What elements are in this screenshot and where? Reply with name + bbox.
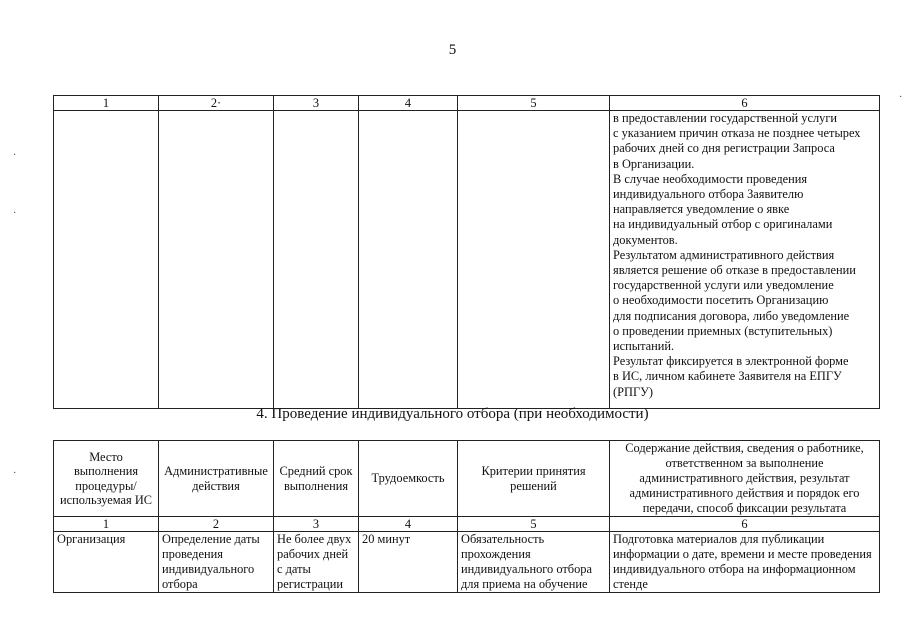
- empty-cell: [159, 111, 274, 409]
- column-number: 6: [610, 96, 880, 111]
- column-number: 6: [610, 517, 880, 532]
- header-labor: Трудоемкость: [359, 441, 458, 517]
- column-number: 2·: [159, 96, 274, 111]
- empty-cell: [458, 111, 610, 409]
- empty-cell: [54, 111, 159, 409]
- scan-mark: ·: [13, 468, 17, 479]
- cell-duration: Не более двух рабочих дней с даты регистрации: [274, 532, 359, 593]
- column-number: 1: [54, 96, 159, 111]
- scan-mark: ·: [899, 92, 903, 103]
- cell-action: Определение даты проведения индивидуального отбора: [159, 532, 274, 593]
- column-number: 3: [274, 517, 359, 532]
- column-number: 3: [274, 96, 359, 111]
- cell-labor: 20 минут: [359, 532, 458, 593]
- column-number: 5: [458, 517, 610, 532]
- header-place: Место выполнения процедуры/ используемая ИС: [54, 441, 159, 517]
- column-number: 4: [359, 517, 458, 532]
- empty-cell: [274, 111, 359, 409]
- table-row: [54, 111, 880, 409]
- column-number-row: [54, 96, 880, 111]
- cell-criteria: Обязательность прохождения индивидуального отбора для приема на обучение: [458, 532, 610, 593]
- scan-mark: ·: [13, 150, 17, 161]
- section-heading: 4. Проведение индивидуального отбора (при необходимости): [256, 406, 649, 422]
- empty-cell: [359, 111, 458, 409]
- table-row: [54, 532, 880, 593]
- header-actions: Административные действия: [159, 441, 274, 517]
- header-duration: Средний срок выполнения: [274, 441, 359, 517]
- procedure-table: [53, 440, 880, 593]
- cell-content: Подготовка материалов для публикации информации о дате, времени и месте проведения индивидуального отбора на информационном стенде: [610, 532, 880, 593]
- column-number: 4: [359, 96, 458, 111]
- column-number: 5: [458, 96, 610, 111]
- header-criteria: Критерии принятия решений: [458, 441, 610, 517]
- page-number: 5: [448, 42, 457, 58]
- continued-description-cell: в предоставлении государственной услуги с указанием причин отказа не позднее четырех рабочих дней со дня регистрации Запроса в Организации. В случае необходимости проведения индивидуального отбора Заявителю направляется уведомление о явке на индивидуальный отбор с оригиналами документов. Результатом административного действия является решение об отказе в предоставлении государственной услуги или уведомление о необходимости посетить Организацию для подписания договора, либо уведомление о проведении приемных (вступительных) испытаний. Результат фиксируется в электронной форме в ИС, личном кабинете Заявителя на ЕПГУ (РПГУ): [610, 111, 880, 409]
- column-number: 2: [159, 517, 274, 532]
- header-row: [54, 441, 880, 517]
- continued-table: [53, 95, 880, 409]
- cell-place: Организация: [54, 532, 159, 593]
- column-number: 1: [54, 517, 159, 532]
- header-content: Содержание действия, сведения о работнике, ответственном за выполнение административного действия, результат административного действия и порядок его передачи, способ фиксации результата: [610, 441, 880, 517]
- column-number-row: [54, 517, 880, 532]
- scan-mark: ·: [13, 208, 17, 219]
